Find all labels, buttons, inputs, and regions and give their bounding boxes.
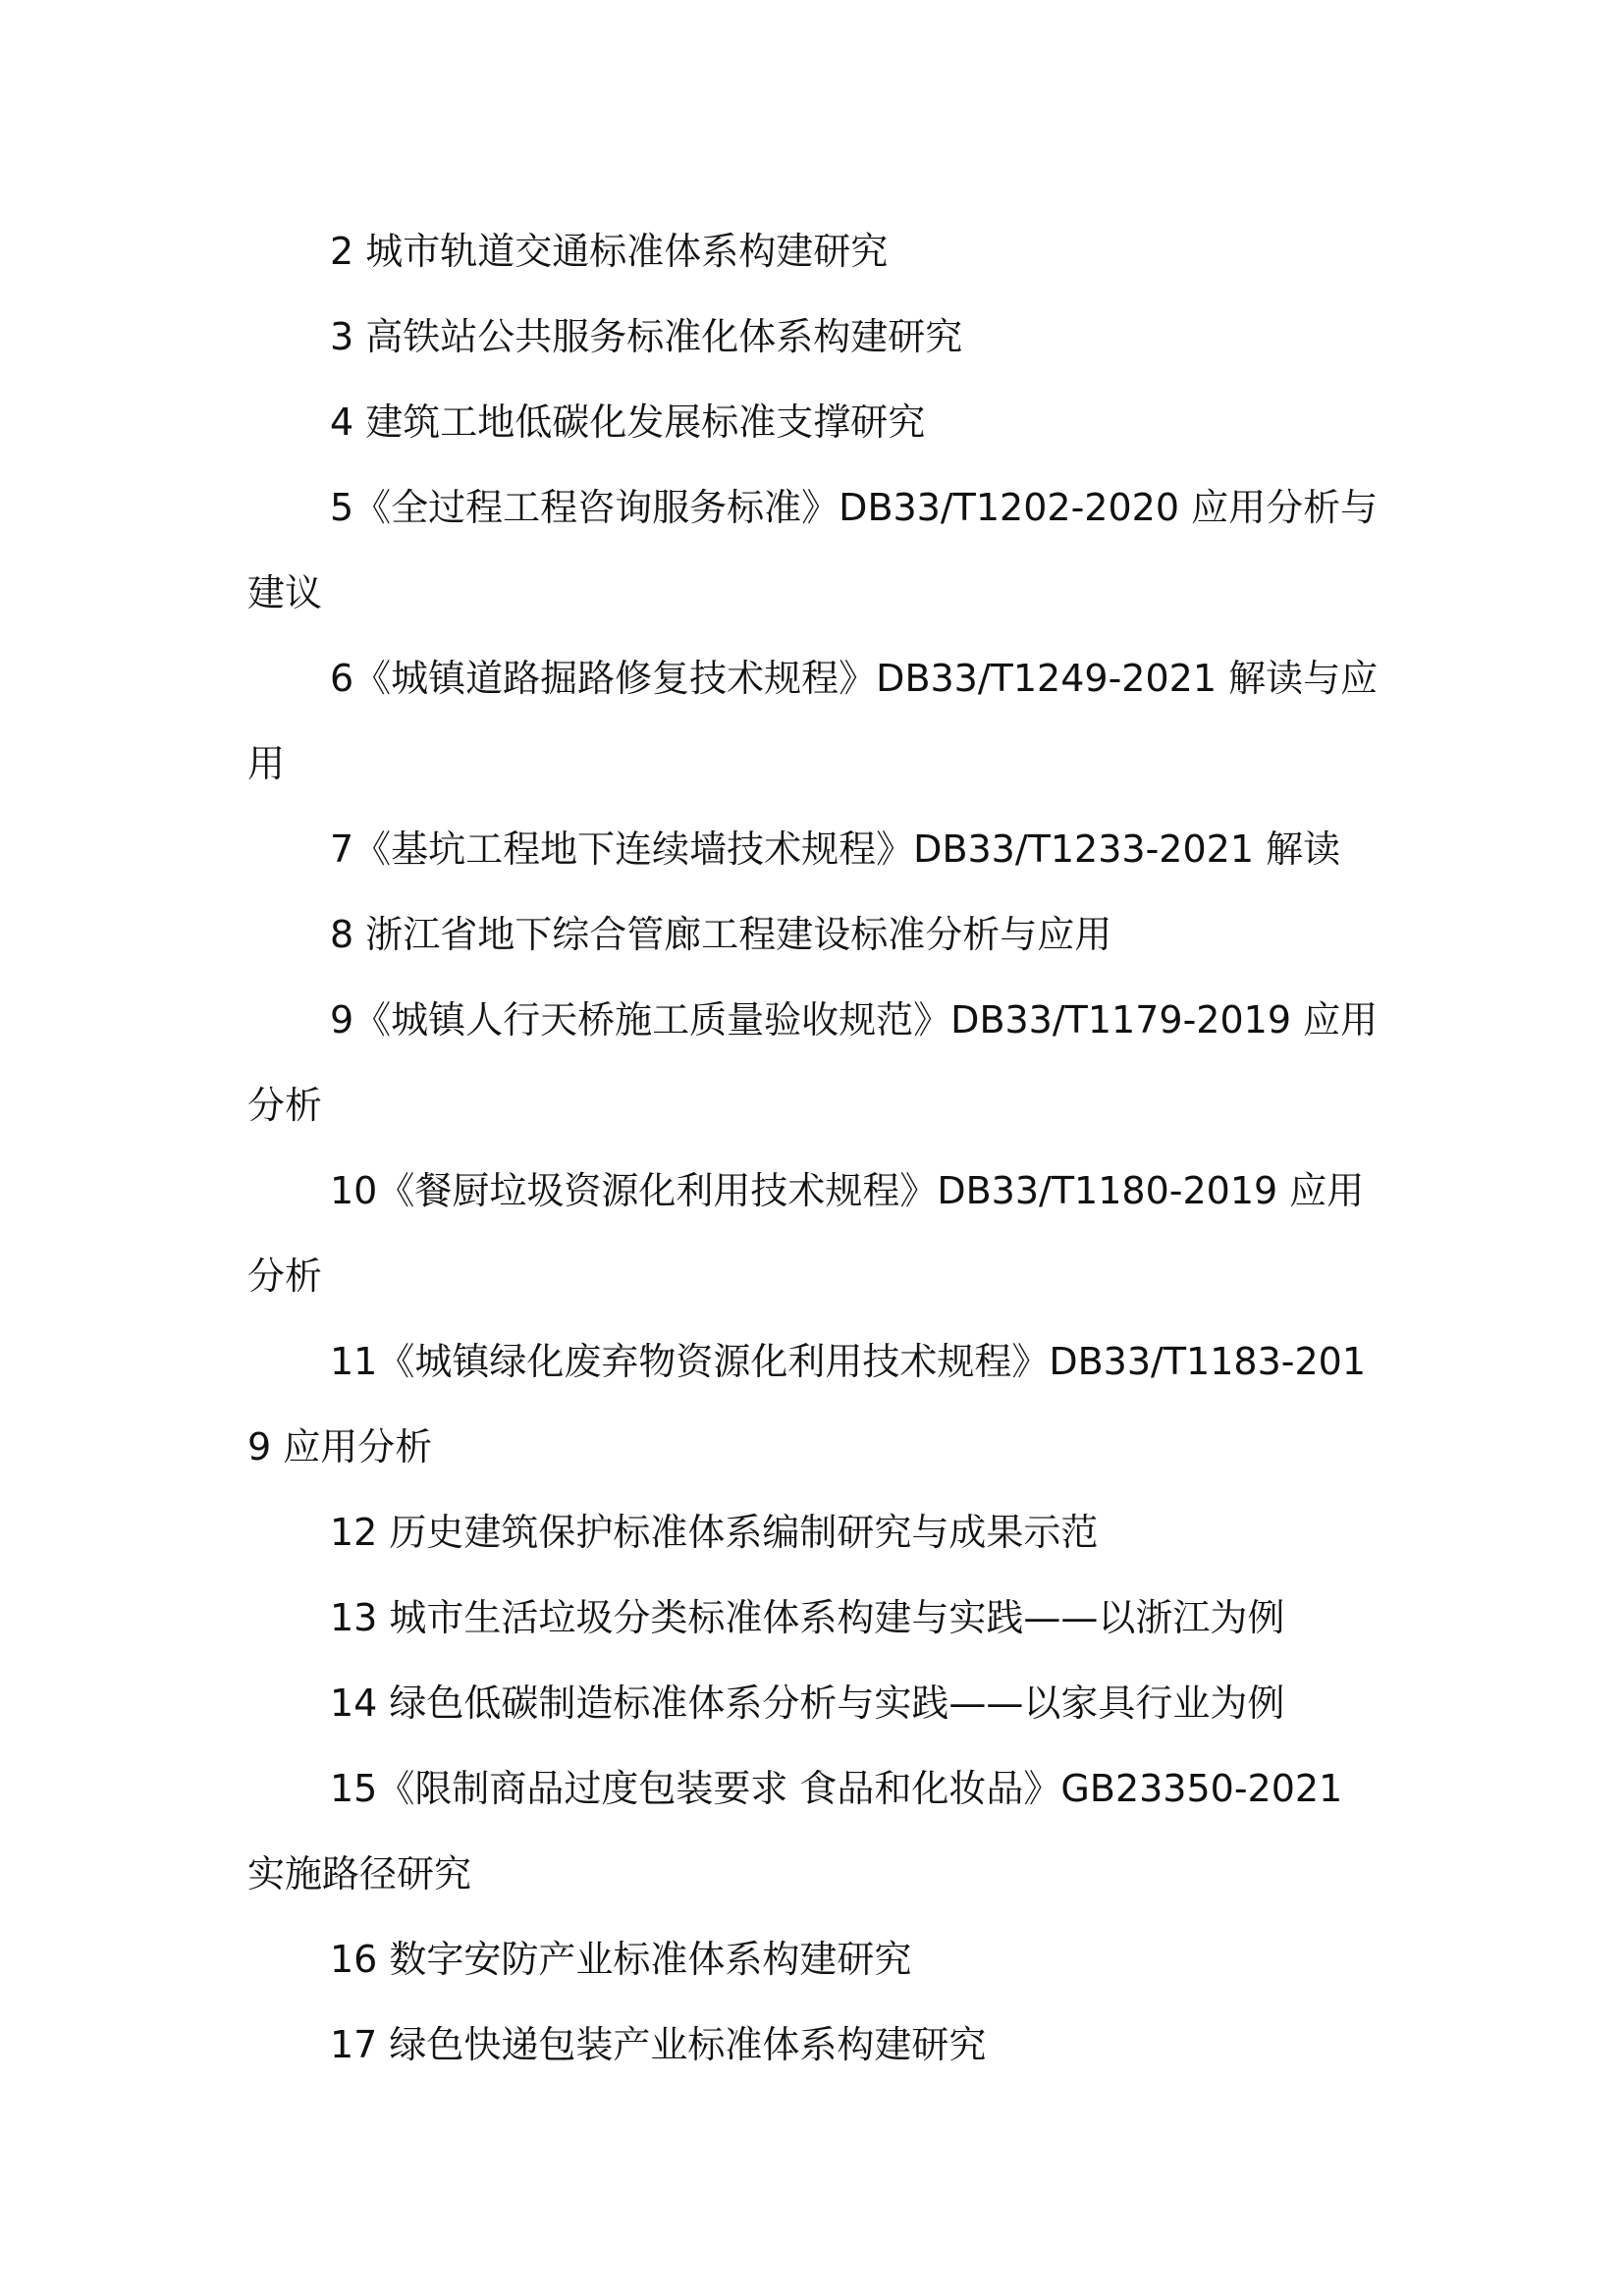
list-item: 13 城市生活垃圾分类标准体系构建与实践——以浙江为例 xyxy=(330,1596,1285,1639)
list-item: 11《城镇绿化废弃物资源化利用技术规程》DB33/T1183-2019 应用分析 xyxy=(247,1340,1367,1468)
list-item: 6《城镇道路掘路修复技术规程》DB33/T1249-2021 解读与应用 xyxy=(247,657,1379,785)
list-item: 10《餐厨垃圾资源化利用技术规程》DB33/T1180-2019 应用分析 xyxy=(247,1169,1365,1298)
list-item: 8 浙江省地下综合管廊工程建设标准分析与应用 xyxy=(330,913,1112,956)
list-item: 5《全过程工程咨询服务标准》DB33/T1202-2020 应用分析与建议 xyxy=(247,486,1379,614)
list-item: 12 历史建筑保护标准体系编制研究与成果示范 xyxy=(330,1511,1099,1554)
list-item: 17 绿色快递包装产业标准体系构建研究 xyxy=(330,2023,987,2066)
item-list xyxy=(247,209,1386,2088)
list-item: 4 建筑工地低碳化发展标准支撑研究 xyxy=(330,400,926,444)
list-item: 15《限制商品过度包装要求 食品和化妆品》GB23350-2021 实施路径研究 xyxy=(247,1767,1343,1896)
list-item: 9《城镇人行天桥施工质量验收规范》DB33/T1179-2019 应用分析 xyxy=(247,998,1379,1127)
list-item: 16 数字安防产业标准体系构建研究 xyxy=(330,1938,912,1981)
list-item: 2 城市轨道交通标准体系构建研究 xyxy=(330,230,889,273)
list-item: 3 高铁站公共服务标准化体系构建研究 xyxy=(330,315,963,358)
list-item: 14 绿色低碳制造标准体系分析与实践——以家具行业为例 xyxy=(330,1682,1285,1725)
list-item: 7《基坑工程地下连续墙技术规程》DB33/T1233-2021 解读 xyxy=(330,828,1341,871)
